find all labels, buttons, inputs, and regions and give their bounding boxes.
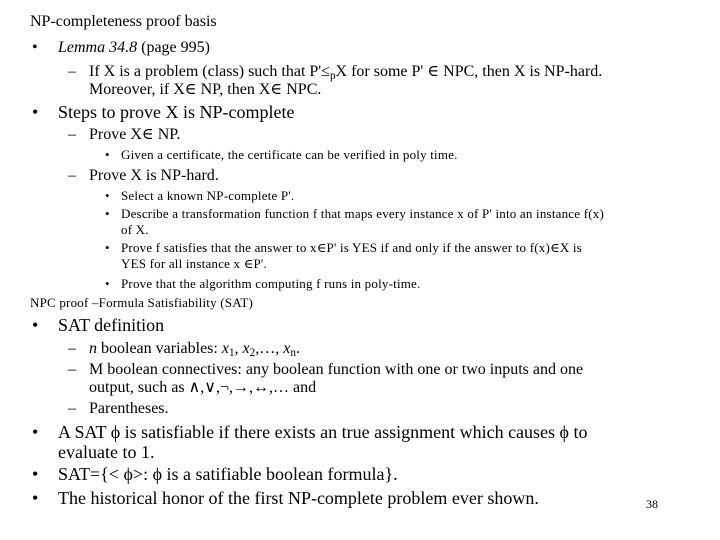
dash-marker: –	[68, 340, 76, 357]
page-number: 38	[646, 497, 658, 511]
sat-set-definition: SAT={< ϕ>: ϕ is a satifiable boolean formula}.	[58, 464, 398, 484]
step-item: Select a known NP-complete P'.	[121, 188, 295, 203]
lemma-statement-line1	[89, 64, 602, 80]
certificate-note: Given a certificate, the certificate can be verified in poly time.	[121, 147, 458, 162]
bullet-marker: •	[32, 102, 39, 122]
bullet-marker: •	[32, 39, 38, 56]
lemma-heading	[58, 40, 210, 56]
separator: ,…,	[255, 340, 284, 357]
dash-marker: –	[68, 63, 76, 80]
sat-definition-heading: SAT definition	[58, 315, 165, 335]
step-item-continued: of X.	[121, 222, 149, 237]
prove-np-hard: Prove X is NP-hard.	[89, 167, 219, 184]
poly-subscript: p	[329, 70, 336, 82]
slide-title: NP-completeness proof basis	[30, 13, 217, 30]
vars-text: boolean variables:	[97, 340, 222, 357]
var-x: x	[283, 340, 291, 357]
separator: ,	[234, 340, 243, 357]
bullet-marker: •	[105, 240, 110, 255]
dash-marker: –	[68, 167, 76, 184]
bullet-marker: •	[105, 147, 110, 162]
var-n: n	[89, 340, 97, 357]
lemma-statement-part: X for some P' ∈ NPC, then X is NP-hard.	[335, 63, 603, 80]
bullet-marker: •	[105, 206, 110, 221]
subscript: 1	[228, 347, 235, 359]
prove-in-np: Prove X∈ NP.	[89, 126, 181, 143]
step-item-continued: YES for all instance x ∈P'.	[121, 256, 267, 271]
steps-heading: Steps to prove X is NP-complete	[58, 102, 295, 122]
lemma-statement-line2: Moreover, if X∈ NP, then X∈ NPC.	[89, 81, 322, 98]
lemma-statement-part: If X is a problem (class) such that P'≤	[89, 63, 330, 80]
dash-marker: –	[68, 400, 76, 417]
sat-satisfiable-line2: evaluate to 1.	[58, 442, 155, 462]
bullet-marker: •	[32, 488, 39, 508]
var-x: x	[221, 340, 229, 357]
step-item: Prove that the algorithm computing f runs in poly-time.	[121, 276, 421, 291]
sat-connectives-line1: M boolean connectives: any boolean function with one or two inputs and one	[89, 361, 584, 378]
dash-marker: –	[68, 126, 76, 143]
subscript: 2	[249, 347, 256, 359]
step-item: Prove f satisfies that the answer to x∈P' is YES if and only if the answer to f(x)∈X is	[121, 240, 582, 255]
lemma-name: Lemma 34.8	[58, 39, 138, 56]
step-item: Describe a transformation function f that maps every instance x of P' into an instance f(x)	[121, 206, 604, 221]
lemma-page-ref: (page 995)	[137, 39, 210, 56]
bullet-marker: •	[32, 464, 39, 484]
var-x: x	[242, 340, 250, 357]
bullet-marker: •	[105, 188, 110, 203]
sat-parentheses: Parentheses.	[89, 400, 169, 417]
bullet-marker: •	[32, 422, 39, 442]
bullet-marker: •	[105, 276, 110, 291]
sat-satisfiable-line1: A SAT ϕ is satisfiable if there exists an true assignment which causes ϕ to	[58, 422, 588, 442]
bullet-marker: •	[32, 315, 39, 335]
sat-connectives-line2: output, such as ∧,∨,¬,→,↔,… and	[89, 379, 317, 396]
historical-honor: The historical honor of the first NP-complete problem ever shown.	[58, 488, 539, 508]
npc-proof-line: NPC proof –Formula Satisfiability (SAT)	[30, 295, 254, 310]
sat-variables	[89, 341, 300, 357]
subscript: n	[290, 347, 296, 359]
dash-marker: –	[68, 361, 76, 378]
period: .	[295, 340, 300, 357]
